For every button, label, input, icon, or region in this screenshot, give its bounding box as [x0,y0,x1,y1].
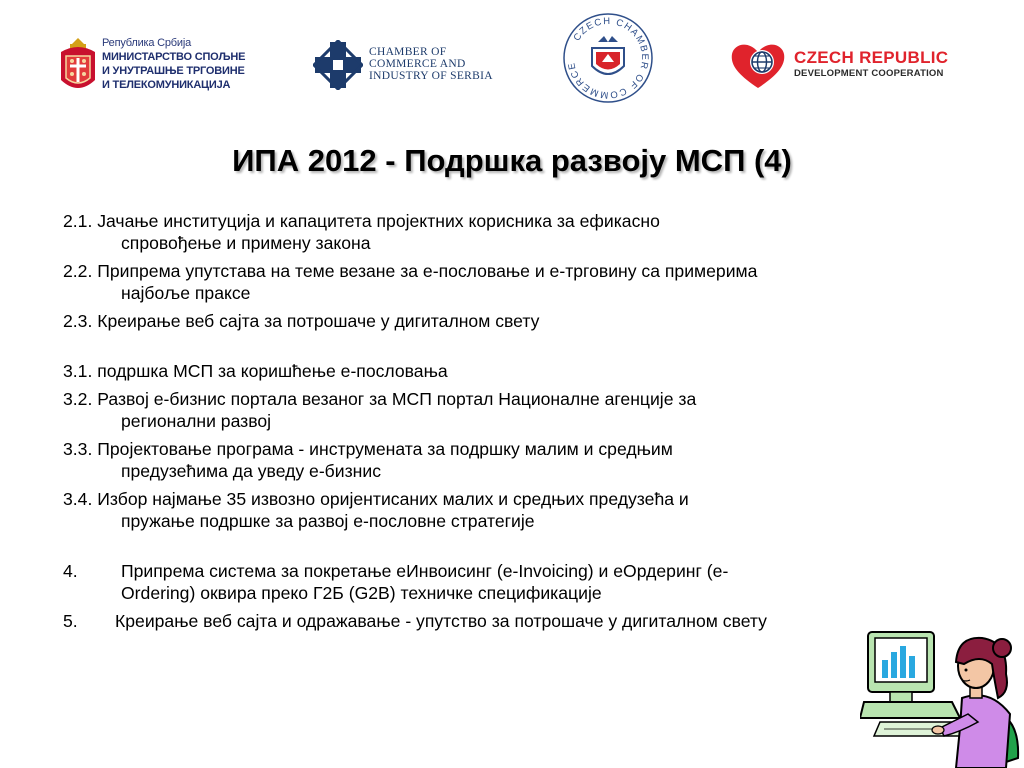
ministry-name-line1: МИНИСТАРСТВО СПОЉНЕ [102,51,246,63]
ccis-name-line2: COMMERCE AND [369,58,466,70]
ministry-name-line3: И ТЕЛЕКОМУНИКАЦИЈА [102,79,231,91]
list-item-text: Креирање веб сајта и одражавање - упутство за потрошаче у дигиталном свету [115,611,767,631]
list-item-2-3 [63,310,983,332]
ministry-republic-label: Република Србија [102,37,192,49]
list-item-text: 3.3. Пројектовање програма - инструмената за подршку малим и средњим [63,439,673,459]
czech-development-logo [728,40,968,92]
slide-body [63,210,983,638]
ccis-name-line3: INDUSTRY OF SERBIA [369,70,493,82]
czech-chamber-seal-icon [562,12,654,104]
list-item-text: 3.4. Избор најмање 35 извозно оријентисаних малих и средњих предузећа и [63,489,689,509]
section-spacer [63,338,983,360]
czech-chamber-logo [562,12,654,104]
list-item-2-2 [63,260,983,304]
list-item-text: 3.1. подршка МСП за коришћење е-пословања [63,361,448,381]
heart-globe-icon [728,40,788,92]
list-item-text-cont: спровођење и примену закона [121,233,371,253]
list-item-5 [63,610,983,632]
ministry-logo [58,36,258,98]
list-item-text: 2.2. Припрема упутстава на теме везане за е-пословање и е-трговину са примерима [63,261,758,281]
chamber-cross-icon [313,40,363,90]
list-item-text: 2.1. Јачање институција и капацитета пројектних корисника за ефикасно [63,211,660,231]
list-item-text: Припрема система за покретање еИнвоисинг (e-Invoicing) и еОрдеринг (e- [121,561,729,581]
ccis-logo [313,40,523,90]
czech-dev-subtitle: DEVELOPMENT COOPERATION [794,68,944,79]
list-item-3-4 [63,488,983,532]
czech-dev-title: CZECH REPUBLIC [794,48,949,67]
list-item-text-cont: предузећима да уведу е-бизнис [121,461,381,481]
section-spacer [63,538,983,560]
serbian-coat-of-arms-icon [58,36,98,98]
ministry-name-line2: И УНУТРАШЊЕ ТРГОВИНЕ [102,65,245,77]
list-item-text: 3.2. Развој е-бизнис портала везаног за МСП портал Националне агенције за [63,389,697,409]
czech-chamber-ring-text: CZECH CHAMBER OF COMMERCE [566,15,651,101]
list-item-3-1 [63,360,983,382]
ccis-name-line1: CHAMBER OF [369,46,447,58]
list-item-3-3 [63,438,983,482]
list-item-text-cont: пружање подршке за развој е-пословне стратегије [121,511,535,531]
list-item-text: 2.3. Креирање веб сајта за потрошаче у дигиталном свету [63,311,540,331]
list-item-text-cont: Ordering) оквира преко Г2Б (G2B) техничке спецификације [121,583,602,603]
list-item-number: 5. [63,611,78,631]
list-item-text-cont: најбоље праксе [121,283,251,303]
list-item-4 [63,560,983,604]
list-item-number: 4. [63,561,78,581]
woman-at-computer-icon [860,618,1024,768]
slide-title: ИПА 2012 - Подршка развоју МСП (4) [232,143,792,178]
list-item-text-cont: регионални развој [121,411,272,431]
list-item-3-2 [63,388,983,432]
list-item-2-1 [63,210,983,254]
